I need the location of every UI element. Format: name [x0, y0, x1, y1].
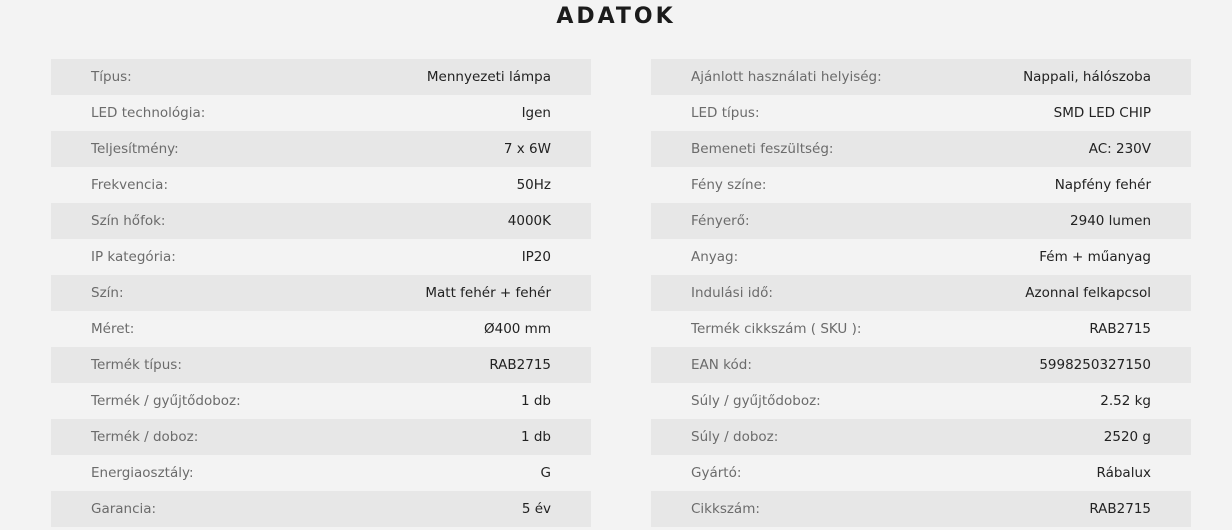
spec-value: 2520 g: [1103, 429, 1151, 445]
spec-label: Súly / doboz:: [691, 429, 779, 445]
spec-label: Gyártó:: [691, 465, 742, 481]
spec-value: Matt fehér + fehér: [425, 285, 551, 301]
spec-row: [651, 203, 1191, 239]
spec-label: Teljesítmény:: [91, 141, 179, 157]
spec-row: [651, 275, 1191, 311]
spec-row: [651, 95, 1191, 131]
spec-value: 1 db: [520, 429, 551, 445]
spec-label: EAN kód:: [691, 357, 752, 373]
spec-label: Fényerő:: [691, 213, 750, 229]
spec-value: Napfény fehér: [1054, 177, 1151, 193]
spec-value: RAB2715: [1089, 501, 1151, 517]
spec-label: Szín hőfok:: [91, 213, 166, 229]
spec-label: Anyag:: [691, 249, 739, 265]
spec-row: [651, 167, 1191, 203]
spec-label: LED típus:: [691, 105, 760, 121]
spec-value: Igen: [521, 105, 551, 121]
spec-row: [651, 347, 1191, 383]
spec-value: 2940 lumen: [1070, 213, 1151, 229]
spec-label: IP kategória:: [91, 249, 176, 265]
spec-label: Típus:: [91, 69, 132, 85]
spec-label: Bemeneti feszültség:: [691, 141, 834, 157]
spec-value: RAB2715: [489, 357, 551, 373]
spec-row: [51, 95, 591, 131]
spec-row: [51, 59, 591, 95]
spec-value: Azonnal felkapcsol: [1025, 285, 1151, 301]
spec-value: 4000K: [507, 213, 551, 229]
spec-row: [51, 455, 591, 491]
spec-label: Termék / gyűjtődoboz:: [91, 393, 241, 409]
spec-value: G: [540, 465, 551, 481]
spec-value: 50Hz: [516, 177, 551, 193]
spec-value: Ø400 mm: [484, 321, 551, 337]
spec-table-left: [51, 59, 591, 527]
spec-row: [51, 275, 591, 311]
spec-row: [51, 491, 591, 527]
spec-label: Méret:: [91, 321, 135, 337]
spec-table-right: [651, 59, 1191, 527]
spec-row: [651, 131, 1191, 167]
spec-label: Szín:: [91, 285, 124, 301]
spec-row: [651, 419, 1191, 455]
spec-label: Súly / gyűjtődoboz:: [691, 393, 821, 409]
spec-value: 1 db: [520, 393, 551, 409]
spec-value: SMD LED CHIP: [1053, 105, 1151, 121]
spec-value: AC: 230V: [1088, 141, 1151, 157]
spec-row: [651, 311, 1191, 347]
spec-value: IP20: [521, 249, 551, 265]
spec-row: [651, 383, 1191, 419]
spec-row: [651, 455, 1191, 491]
section-title: ADATOK: [556, 4, 676, 29]
spec-row: [51, 383, 591, 419]
spec-label: Frekvencia:: [91, 177, 169, 193]
spec-value: Rábalux: [1096, 465, 1151, 481]
spec-row: [651, 491, 1191, 527]
spec-row: [51, 131, 591, 167]
spec-row: [651, 59, 1191, 95]
spec-label: Termék cikkszám ( SKU ):: [691, 321, 862, 337]
spec-value: RAB2715: [1089, 321, 1151, 337]
spec-label: Fény színe:: [691, 177, 767, 193]
spec-value: 5 év: [521, 501, 551, 517]
spec-label: Energiaosztály:: [91, 465, 194, 481]
spec-value: 5998250327150: [1039, 357, 1151, 373]
spec-row: [51, 239, 591, 275]
spec-label: Termék / doboz:: [91, 429, 199, 445]
spec-value: Mennyezeti lámpa: [426, 69, 551, 85]
spec-value: 2.52 kg: [1100, 393, 1151, 409]
spec-row: [51, 203, 591, 239]
spec-label: LED technológia:: [91, 105, 206, 121]
spec-row: [51, 347, 591, 383]
spec-value: 7 x 6W: [503, 141, 551, 157]
spec-value: Fém + műanyag: [1039, 249, 1151, 265]
spec-value: Nappali, hálószoba: [1023, 69, 1151, 85]
spec-label: Indulási idő:: [691, 285, 773, 301]
spec-label: Cikkszám:: [691, 501, 760, 517]
spec-row: [651, 239, 1191, 275]
spec-label: Garancia:: [91, 501, 157, 517]
spec-row: [51, 167, 591, 203]
spec-row: [51, 419, 591, 455]
spec-label: Termék típus:: [91, 357, 182, 373]
spec-label: Ajánlott használati helyiség:: [691, 69, 882, 85]
spec-row: [51, 311, 591, 347]
